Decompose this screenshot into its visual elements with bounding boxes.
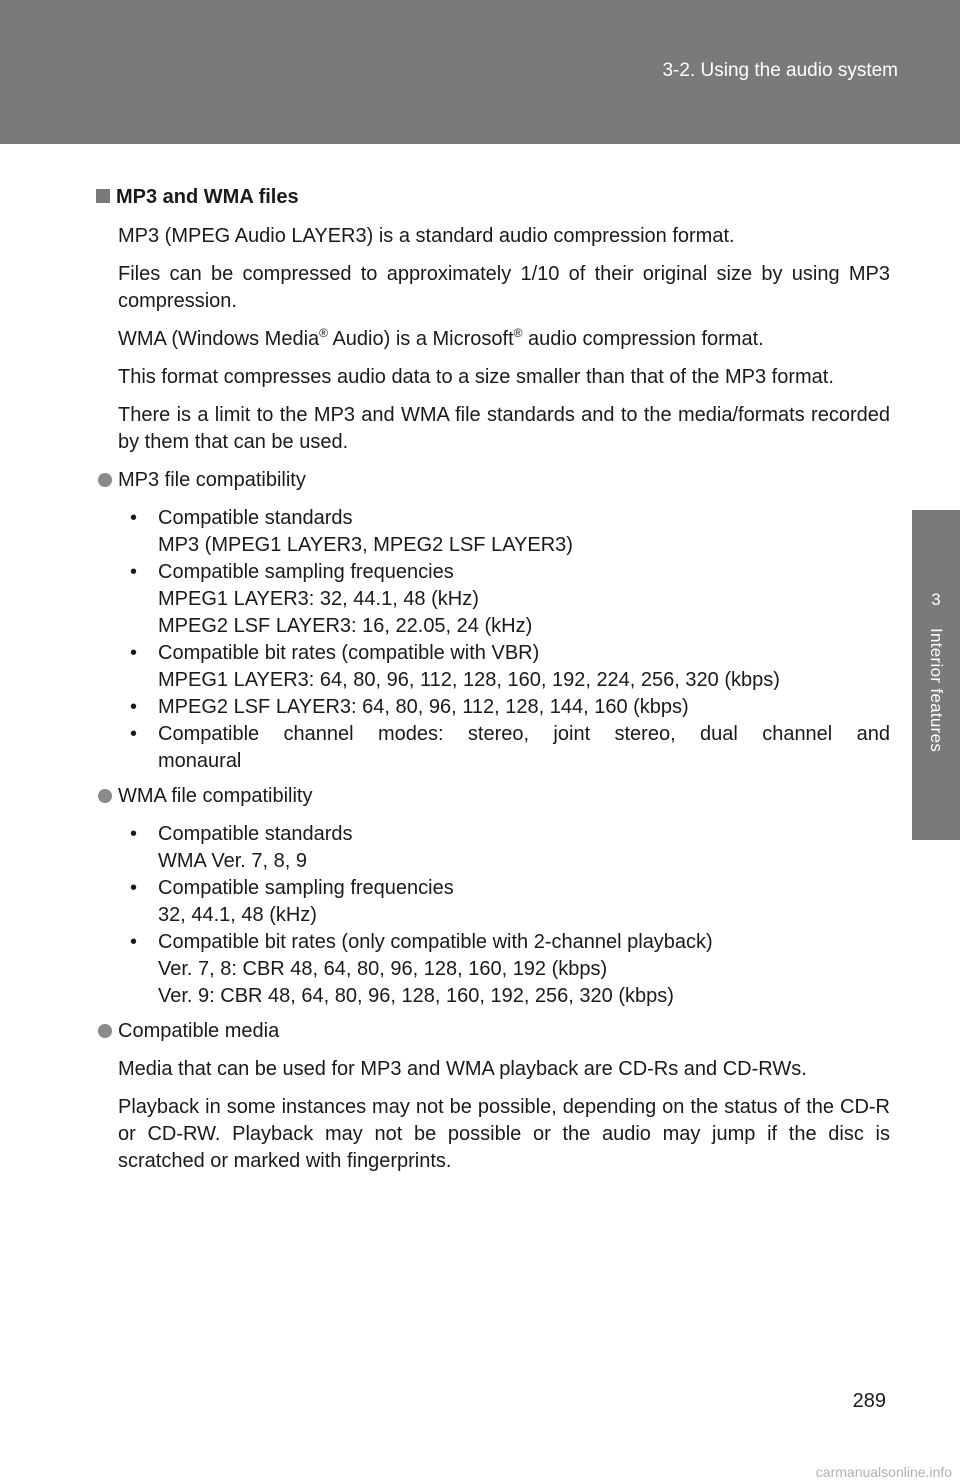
list-item: • MPEG2 LSF LAYER3: 64, 80, 96, 112, 128, 144, 160 (kbps) [130, 696, 689, 718]
section-heading: MP3 and WMA files [96, 184, 890, 211]
circle-bullet-icon [98, 1024, 112, 1038]
intro-paragraph-4: This format compresses audio data to a size smaller than that of the MP3 format. [118, 366, 834, 388]
footer-watermark: carmanualsonline.info [815, 1464, 952, 1480]
media-paragraph-1: Media that can be used for MP3 and WMA playback are CD-Rs and CD-RWs. [118, 1058, 807, 1080]
intro-paragraph-3: WMA (Windows Media® Audio) is a Microsoft® audio compression format. [118, 326, 764, 350]
page-content [96, 184, 890, 1186]
media-subheading: Compatible media [96, 1018, 890, 1045]
list-item: • Compatible bit rates (only compatible with 2-channel playback) Ver. 7, 8: CBR 48, 64, 80, 96, 128, 160, 192 (kbps) Ver. 9: CBR 48, 64, 80, 96, 128, 160, 192, 256, 320 (kbps) [130, 931, 713, 1007]
mp3-list [96, 505, 890, 775]
circle-bullet-icon [98, 473, 112, 487]
intro-paragraph-1: MP3 (MPEG Audio LAYER3) is a standard audio compression format. [118, 225, 735, 247]
page-number: 289 [852, 1390, 886, 1412]
square-bullet-icon [96, 189, 110, 203]
list-item: • Compatible standards MP3 (MPEG1 LAYER3, MPEG2 LSF LAYER3) [130, 507, 573, 556]
list-item: • Compatible channel modes: stereo, joint stereo, dual channel and monaural [130, 723, 890, 772]
chapter-number: 3 [931, 590, 941, 609]
list-item: • Compatible standards WMA Ver. 7, 8, 9 [130, 823, 353, 872]
media-paragraph-2: Playback in some instances may not be possible, depending on the status of the CD-R or CD-RW. Playback may not be possible or the audio may jump if the disc is scratched or marked with fingerprints. [118, 1096, 890, 1172]
page-header [0, 0, 960, 144]
chapter-tab [912, 510, 960, 840]
chapter-name: Interior features [927, 628, 946, 753]
intro-paragraph-2: Files can be compressed to approximately 1/10 of their original size by using MP3 compression. [118, 263, 890, 312]
wma-subheading: WMA file compatibility [96, 783, 890, 810]
list-item: • Compatible sampling frequencies 32, 44.1, 48 (kHz) [130, 877, 454, 926]
list-item: • Compatible bit rates (compatible with VBR) MPEG1 LAYER3: 64, 80, 96, 112, 128, 160, 192, 224, 256, 320 (kbps) [130, 642, 780, 691]
mp3-subheading: MP3 file compatibility [96, 467, 890, 494]
section-title: 3-2. Using the audio system [662, 60, 898, 81]
circle-bullet-icon [98, 789, 112, 803]
list-item: • Compatible sampling frequencies MPEG1 LAYER3: 32, 44.1, 48 (kHz) MPEG2 LSF LAYER3: 16, 22.05, 24 (kHz) [130, 561, 533, 637]
wma-list [96, 821, 890, 1010]
intro-paragraph-5: There is a limit to the MP3 and WMA file standards and to the media/formats recorded by them that can be used. [118, 404, 890, 453]
